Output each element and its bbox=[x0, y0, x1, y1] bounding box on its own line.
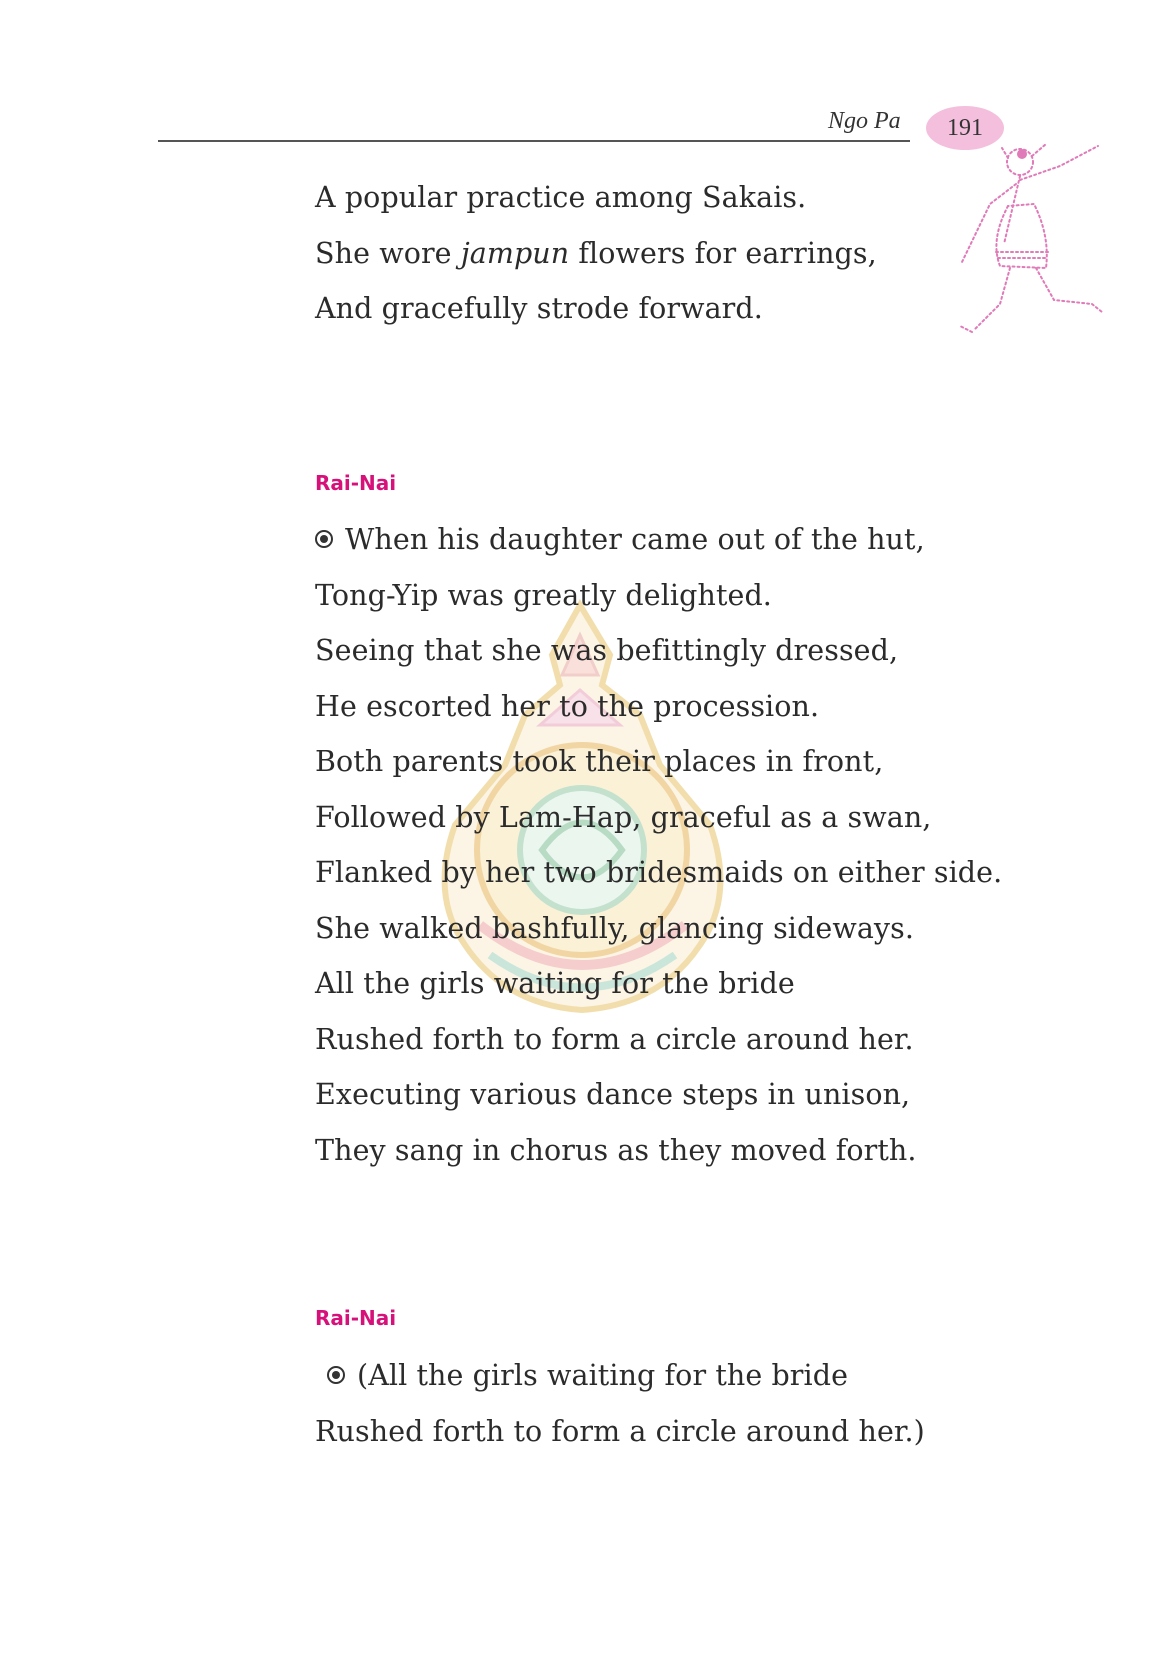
verse-line: Seeing that she was befittingly dressed, bbox=[315, 634, 899, 667]
verse-line: She walked bashfully, glancing sideways. bbox=[315, 911, 914, 945]
verse-text: (All the girls waiting for the bride bbox=[357, 1359, 849, 1392]
verse-line: Followed by Lam-Hap, graceful as a swan, bbox=[315, 800, 932, 834]
rai-nai-label: Rai-Nai bbox=[315, 1306, 397, 1330]
verse-line bbox=[315, 512, 1035, 568]
verse-line: Rushed forth to form a circle around her. bbox=[315, 1022, 914, 1056]
verse-line: A popular practice among Sakais. bbox=[315, 181, 807, 214]
stanza-2 bbox=[315, 468, 1035, 1178]
verse-line: Tong-Yip was greatly delighted. bbox=[315, 578, 772, 612]
verse-line: Executing various dance steps in unison, bbox=[315, 1078, 911, 1111]
verse-italic-term: jampun bbox=[460, 236, 570, 270]
verse-line bbox=[315, 1348, 1035, 1404]
circle-dot-bullet-icon bbox=[315, 530, 333, 548]
verse-line bbox=[315, 226, 1035, 282]
verse-text: When his daughter came out of the hut, bbox=[345, 523, 925, 556]
verse-text: flowers for earrings, bbox=[569, 236, 877, 270]
verse-line: And gracefully strode forward. bbox=[315, 292, 763, 325]
verse-line: Rushed forth to form a circle around her.) bbox=[315, 1414, 925, 1448]
stanza-1 bbox=[315, 170, 1035, 337]
verse-text: She wore bbox=[315, 236, 461, 270]
page-number: 191 bbox=[947, 114, 983, 141]
circle-dot-bullet-icon bbox=[327, 1366, 345, 1384]
stanza-3 bbox=[315, 1303, 1035, 1459]
verse-line: Flanked by her two bridesmaids on either side. bbox=[315, 856, 1003, 889]
running-title: Ngo Pa bbox=[828, 108, 901, 134]
header-rule bbox=[158, 140, 910, 142]
verse-line: Both parents took their places in front, bbox=[315, 745, 884, 778]
verse-line: All the girls waiting for the bride bbox=[315, 967, 795, 1000]
verse-line: He escorted her to the procession. bbox=[315, 689, 820, 723]
rai-nai-label: Rai-Nai bbox=[315, 471, 397, 495]
verse-line: They sang in chorus as they moved forth. bbox=[315, 1133, 917, 1167]
